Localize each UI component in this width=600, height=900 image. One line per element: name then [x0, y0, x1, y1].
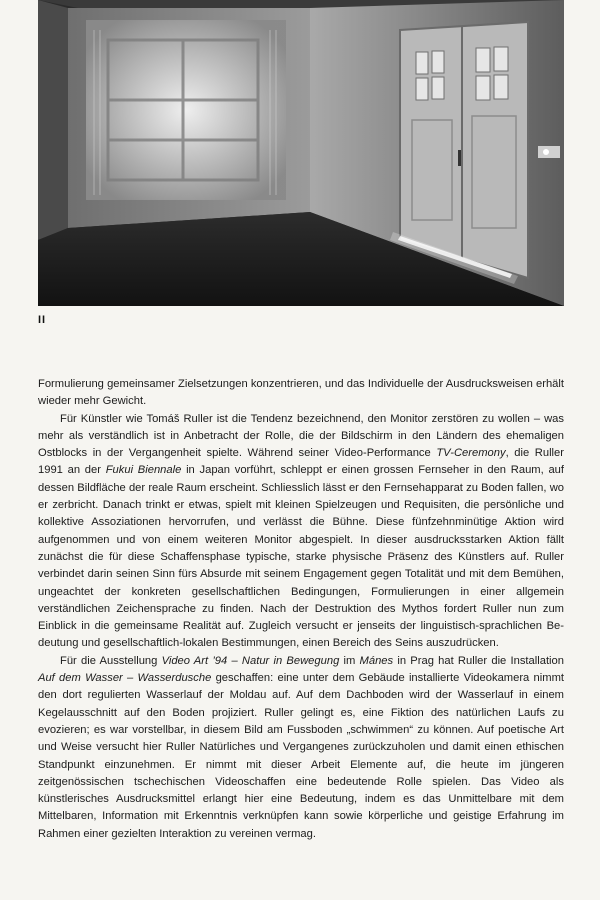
paragraph-2-text-e: in Japan vorführt, schleppt er einen grossen Fernseher in den Raum, auf dessen Bildfläche der reale Raum erscheint. Schliesslich lässt er den Fernsehapparat zu Boden fallen, wo er zerbricht. Danach trinkt er etwas, spielt mit kleinen Spielzeugen und Requisiten, die persönliche und kollektive Assoziationen hervorrufen, und verlässt die Bühne. Diese fünfzehnminütige Aktion wird aufgenommen und von einem weiteren Monitor abgespielt. In dieser ausdrucksstarken Aktion fällt zunächst die für diese Schaffensphase typische, starke physische Präsenz des Künstlers auf. Ruller verbindet darin seinen Sinn fürs Absurde mit seinem Engagement gegen Totalität und mit dem Bemühen, ungeachtet der konkreten gesellschaftlichen Bedingungen, Formulierungen in einer allgemein verständlichen Zeichensprache zu finden. Nach der Destruktion des Mythos fordert Ruller nun zum Einblick in die gemeinsame Realität auf. Zugleich versucht er jenseits der linguistisch-sprachlichen Bedeutung und gesellschaftlich-lokalen Bestimmungen, einen Bereich des Seins auszudrücken.	[38, 464, 564, 650]
paragraph-3-text-g: geschaffen: eine unter dem Gebäude installierte Videokamera nimmt den dort regulierten Wasserlauf der Moldau auf. Auf dem Dachboden wird der Wasserlauf in einem Kegelausschnitt auf den Boden projiziert. Ruller gelingt es, eine Fiktion des natürlichen Laufs zu evozieren; es war vorstellbar, in diesem Bild am Fussboden „schwimmen“ zu können. Auf poetische Art und Weise versucht hier Ruller Natürliches und Vergangenes zurückzuholen und damit einen ethischen Standpunkt einzunehmen. Er nimmt mit dieser Arbeit Elemente auf, die heute im jüngeren zeitgenössischen tschechischen Videoschaffen eine bedeutende Rolle spielen. Das Video als künstlerisches Ausdrucksmittel erlangt hier eine Bedeutung, indem es das Unmittelbare mit dem Mittelbaren, Information mit Erkenntnis verknüpfen kann sowie körperliche und geistige Erfahrung im Rahmen einer gezielten Interaktion zu vereinen vermag.	[38, 672, 564, 840]
paragraph-1	[38, 376, 564, 411]
figure-label: II	[38, 314, 47, 326]
paragraph-3	[38, 653, 564, 843]
installation-photo	[38, 0, 564, 306]
installation-title: Auf dem Wasser – Wasserdusche	[38, 672, 212, 685]
article-body	[38, 376, 564, 843]
work-title-tv-ceremony: TV-Ceremony	[436, 447, 506, 460]
paragraph-2-text-a: Für Künstler wie Tomáš Ruller ist die Tendenz bezeichnend, den Monitor zerstören zu wollen – was mehr als verständlich ist in Anbetracht der Rolle, die der Bildschirm in den Ländern des ehemaligen Ostblocks in der Vergangenheit spielte. Während seiner Video-Performance	[38, 412, 564, 460]
paragraph-3-text-e: in Prag hat Ruller die Installation	[393, 654, 564, 667]
exhibition-title: Video Art ’94 – Natur in Bewegung	[161, 654, 340, 667]
paragraph-3-text-a: Für die Ausstellung	[60, 654, 162, 667]
paragraph-2	[38, 411, 564, 653]
paragraph-1-text: Formulierung gemeinsamer Zielsetzungen konzentrieren, und das Individuelle der Ausdrucksweisen erhält wieder mehr Gewicht.	[38, 378, 564, 408]
venue-manes: Mánes	[359, 654, 394, 667]
paragraph-3-text-c: im	[339, 654, 360, 667]
event-title-fukui-biennale: Fukui Biennale	[105, 464, 182, 477]
room-photo-drawing	[38, 0, 564, 306]
paragraph-2-text-c: , die Ruller 1991 an der	[38, 447, 564, 477]
